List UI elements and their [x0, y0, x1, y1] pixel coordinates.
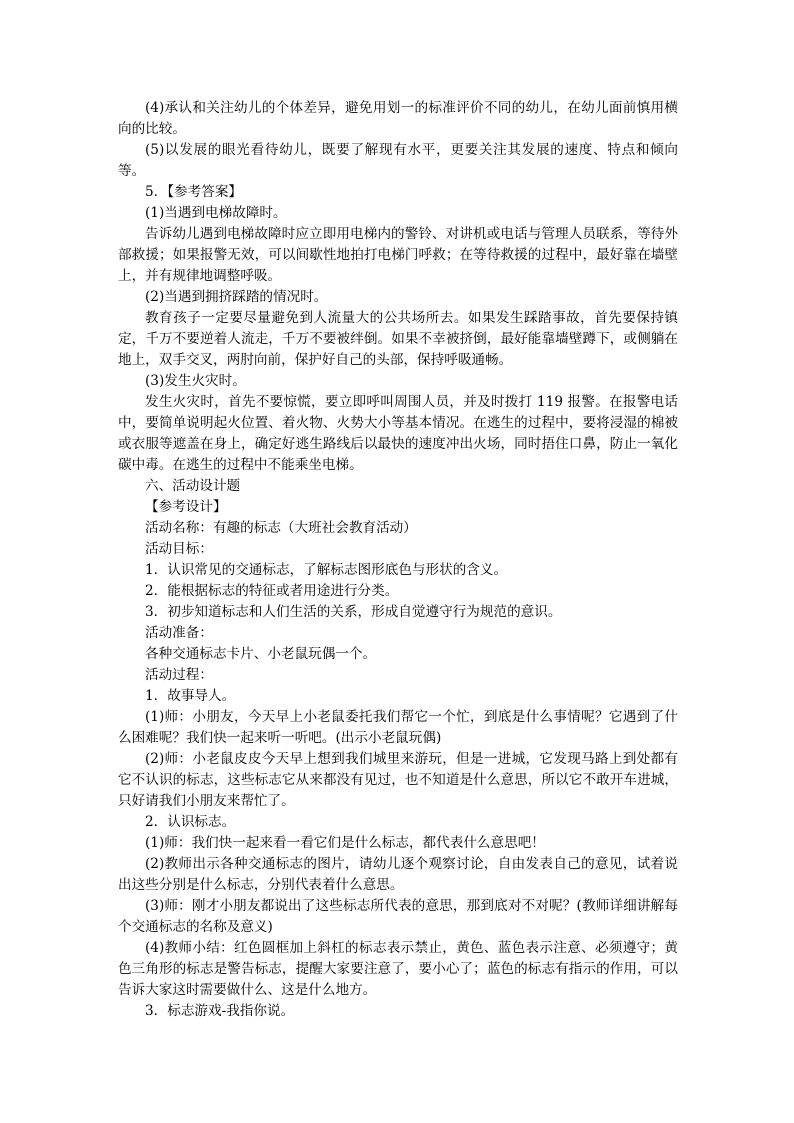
activity-prep-body: 各种交通标志卡片、小老鼠玩偶一个。	[145, 646, 377, 662]
process-step-3: 3．标志游戏-我指你说。	[145, 1003, 295, 1019]
process-step-2-1: (1)师：我们快一起来看一看它们是什么标志，都代表什么意思吧！	[145, 835, 545, 851]
document-page	[118, 98, 678, 1022]
process-step-1: 1．故事导人。	[145, 688, 236, 704]
goal-2: 2．能根据标志的特征或者用途进行分类。	[145, 583, 399, 599]
elevator-heading: (1)当遇到电梯故障时。	[145, 205, 287, 221]
stampede-heading: (2)当遇到拥挤踩踏的情况时。	[145, 289, 328, 305]
stampede-body: 教育孩子一定要尽量避免到人流量大的公共场所去。如果发生踩踏事故，首先要保持镇定，千万不要逆着人流走，千万不要被绊倒。如果不幸被挤倒，最好能靠墙壁蹲下，或侧躺在地上，双手交叉，两肘向前，保护好自己的头部，保持呼吸通畅。	[118, 310, 678, 368]
fire-body: 发生火灾时，首先不要惊慌，要立即呼叫周围人员，并及时拨打 119 报警。在报警电话中，要简单说明起火位置、着火物、火势大小等基本情况。在逃生的过程中，要将浸湿的棉被或衣服等遮盖在身上，确定好逃生路线后以最快的速度冲出火场，同时捂住口鼻，防止一氧化碳中毒。在逃生的过程中不能乘坐电梯。	[118, 394, 678, 473]
process-step-2-3: (3)师：刚才小朋友都说出了这些标志所代表的意思，那到底对不对呢？(教师详细讲解每个交通标志的名称及意义)	[118, 898, 678, 935]
answer-5-heading: 5．【参考答案】	[145, 184, 243, 200]
process-step-1-1: (1)师：小朋友，今天早上小老鼠委托我们帮它一个忙，到底是什么事情呢？它遇到了什么困难呢？我们快一起来听一听吧。(出示小老鼠玩偶)	[118, 709, 678, 746]
activity-process-label: 活动过程：	[145, 667, 213, 683]
process-step-2-4: (4)教师小结：红色圆框加上斜杠的标志表示禁止，黄色、蓝色表示注意、必须遵守；黄色三角形的标志是警告标志，提醒大家要注意了，要小心了；蓝色的标志有指示的作用，可以告诉大家这时需要做什么、这是什么地方。	[118, 940, 678, 998]
fire-heading: (3)发生火灾时。	[145, 373, 246, 389]
goal-3: 3．初步知道标志和人们生活的关系，形成自觉遵守行为规范的意识。	[145, 604, 562, 620]
activity-name: 活动名称：有趣的标志（大班社会教育活动）	[145, 520, 417, 536]
activity-goals-label: 活动目标：	[145, 541, 213, 557]
activity-prep-label: 活动准备：	[145, 625, 213, 641]
elevator-body: 告诉幼儿遇到电梯故障时应立即用电梯内的警铃、对讲机或电话与管理人员联系，等待外部救援；如果报警无效，可以间歇性地拍打电梯门呼救；在等待救援的过程中，最好靠在墙壁上，并有规律地调整呼吸。	[118, 226, 678, 284]
process-step-2-2: (2)教师出示各种交通标志的图片，请幼儿逐个观察讨论，自由发表自己的意见，试着说出这些分别是什么标志，分别代表着什么意思。	[118, 856, 678, 893]
section-6-heading: 六、活动设计题	[145, 478, 241, 494]
process-step-2: 2．认识标志。	[145, 814, 236, 830]
paragraph-item-5-point: (5)以发展的眼光看待幼儿，既要了解现有水平，更要关注其发展的速度、特点和倾向等。	[118, 142, 678, 179]
process-step-1-2: (2)师：小老鼠皮皮今天早上想到我们城里来游玩，但是一进城，它发现马路上到处都有它不认识的标志，这些标志它从来都没有见过，也不知道是什么意思，所以它不敢开车进城，只好请我们小朋友来帮忙了。	[118, 751, 678, 809]
goal-1: 1．认识常见的交通标志，了解标志图形底色与形状的含义。	[145, 562, 508, 578]
paragraph-item-4-point: (4)承认和关注幼儿的个体差异，避免用划一的标准评价不同的幼儿，在幼儿面前慎用横向的比较。	[118, 100, 678, 137]
reference-design-heading: 【参考设计】	[145, 499, 227, 515]
